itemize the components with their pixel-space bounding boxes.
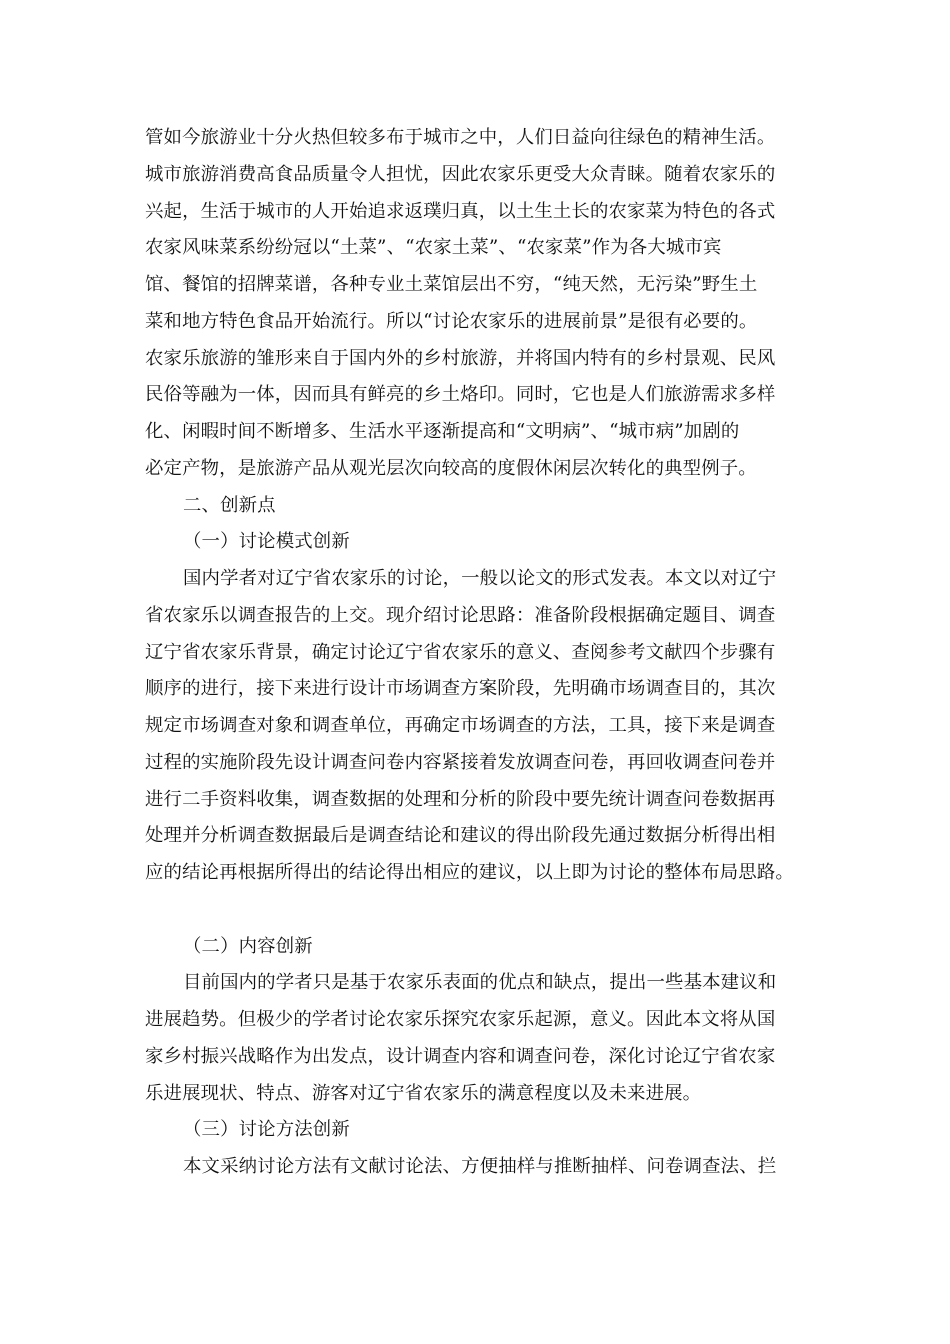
paragraph-2-line: 顺序的进行，接下来进行设计市场调查方案阶段，先明确市场调查目的，其次	[145, 678, 776, 699]
paragraph-3-line: 进展趋势。但极少的学者讨论农家乐探究农家乐起源，意义。因此本文将从国	[145, 1009, 776, 1030]
subsection-heading: （二）内容创新	[183, 936, 313, 957]
paragraph-2-line: 省农家乐以调查报告的上交。现介绍讨论思路：准备阶段根据确定题目、调查	[145, 605, 776, 626]
paragraph-2-line: 国内学者对辽宁省农家乐的讨论，一般以论文的形式发表。本文以对辽宁	[183, 568, 777, 589]
paragraph-3-line: 乐进展现状、特点、游客对辽宁省农家乐的满意程度以及未来进展。	[145, 1083, 702, 1104]
paragraph-2-line: 过程的实施阶段先设计调查问卷内容紧接着发放调查问卷，再回收调查问卷并	[145, 752, 776, 773]
paragraph-1-line: 城市旅游消费高食品质量令人担忧，因此农家乐更受大众青睐。随着农家乐的	[145, 164, 776, 185]
paragraph-3-line: 目前国内的学者只是基于农家乐表面的优点和缺点，提出一些基本建议和	[183, 972, 777, 993]
paragraph-1-line: 兴起，生活于城市的人开始追求返璞归真，以土生土长的农家菜为特色的各式	[145, 201, 776, 222]
paragraph-2-line: 辽宁省农家乐背景，确定讨论辽宁省农家乐的意义、查阅参考文献四个步骤有	[145, 642, 776, 663]
subsection-heading: （三）讨论方法创新	[183, 1119, 350, 1140]
paragraph-1-line: 农家乐旅游的雏形来自于国内外的乡村旅游，并将国内特有的乡村景观、民风	[145, 348, 776, 369]
paragraph-2-line: 规定市场调查对象和调查单位，再确定市场调查的方法，工具，接下来是调查	[145, 715, 776, 736]
paragraph-4-line: 本文采纳讨论方法有文献讨论法、方便抽样与推断抽样、问卷调查法、拦	[183, 1156, 777, 1177]
paragraph-2-line: 应的结论再根据所得出的结论得出相应的建议，以上即为讨论的整体布局思路。	[145, 862, 794, 883]
paragraph-1-line: 菜和地方特色食品开始流行。所以“讨论农家乐的进展前景”是很有必要的。	[145, 311, 758, 332]
paragraph-1-line: 农家风味菜系纷纷冠以“土菜”、“农家土菜”、“农家菜”作为各大城市宾	[145, 237, 722, 258]
paragraph-1-line: 必定产物，是旅游产品从观光层次向较高的度假休闲层次转化的典型例子。	[145, 458, 757, 479]
paragraph-2-line: 处理并分析调查数据最后是调查结论和建议的得出阶段先通过数据分析得出相	[145, 825, 776, 846]
paragraph-1-line: 化、闲暇时间不断增多、生活水平逐渐提高和“文明病”、“城市病”加剧的	[145, 421, 740, 442]
paragraph-1-line: 管如今旅游业十分火热但较多布于城市之中，人们日益向往绿色的精神生活。	[145, 127, 776, 148]
paragraph-2-line: 进行二手资料收集，调查数据的处理和分析的阶段中要先统计调查问卷数据再	[145, 789, 776, 810]
paragraph-1-line: 民俗等融为一体，因而具有鲜亮的乡土烙印。同时，它也是人们旅游需求多样	[145, 384, 776, 405]
paragraph-1-line: 馆、餐馆的招牌菜谱，各种专业土菜馆层出不穷，“纯天然，无污染”野生土	[145, 274, 758, 295]
section-heading: 二、创新点	[183, 495, 276, 516]
paragraph-3-line: 家乡村振兴战略作为出发点，设计调查内容和调查问卷，深化讨论辽宁省农家	[145, 1046, 776, 1067]
subsection-heading: （一）讨论模式创新	[183, 531, 350, 552]
